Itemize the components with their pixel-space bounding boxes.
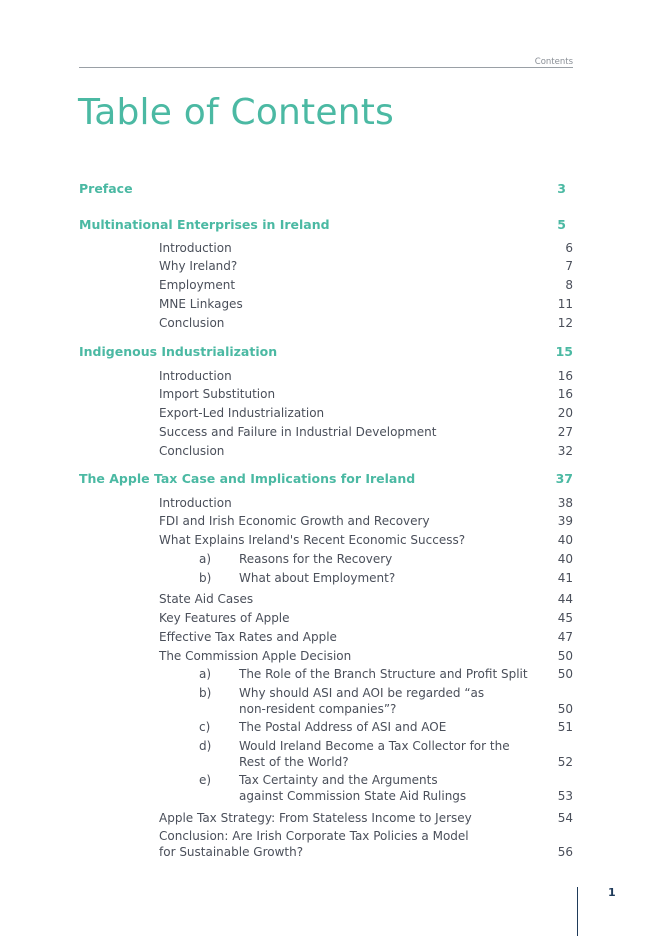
entry-page: 39	[557, 514, 573, 528]
entry-page: 40	[557, 533, 573, 547]
entry-page: 45	[557, 611, 573, 625]
toc-entry[interactable]	[79, 424, 573, 440]
toc-entry[interactable]	[79, 443, 573, 459]
toc-section-mne[interactable]	[79, 217, 573, 233]
toc-entry[interactable]	[79, 629, 573, 645]
subentry-label: d)	[199, 739, 212, 753]
toc-entry[interactable]	[79, 513, 573, 529]
entry-title: Employment	[159, 278, 236, 292]
entry-page: 11	[557, 297, 573, 311]
entry-title: Why Ireland?	[159, 259, 238, 273]
subentry-title: Reasons for the Recovery	[239, 552, 393, 566]
subentry-label: b)	[199, 571, 212, 585]
subentry-title: The Role of the Branch Structure and Profit Split	[239, 667, 528, 681]
toc-section-preface[interactable]	[79, 181, 573, 197]
toc-entry[interactable]	[79, 296, 573, 312]
entry-page: 54	[557, 811, 573, 825]
subentry-title: Why should ASI and AOI be regarded “as non-resident companies”?	[239, 686, 485, 716]
subentry-title: Tax Certainty and the Arguments against Commission State Aid Rulings	[239, 773, 467, 803]
header-divider	[79, 67, 573, 68]
subentry-page: 52	[557, 755, 573, 769]
toc-subentry[interactable]	[79, 570, 573, 586]
entry-page: 47	[557, 630, 573, 644]
toc-entry[interactable]	[79, 495, 573, 511]
entry-title: FDI and Irish Economic Growth and Recovery	[159, 514, 430, 528]
entry-title: Introduction	[159, 496, 232, 510]
entry-page: 16	[557, 369, 573, 383]
subentry-page: 50	[557, 702, 573, 716]
section-title: Indigenous Industrialization	[79, 344, 278, 359]
toc-subentry[interactable]	[79, 772, 573, 804]
subentry-label: b)	[199, 686, 212, 700]
toc-entry[interactable]	[79, 648, 573, 664]
subentry-page: 51	[557, 720, 573, 734]
entry-title: Introduction	[159, 241, 232, 255]
section-page: 5	[557, 217, 566, 232]
subentry-label: c)	[199, 720, 211, 734]
toc-section-indigenous[interactable]	[79, 344, 573, 360]
running-header: Contents	[534, 57, 573, 67]
entry-title: Effective Tax Rates and Apple	[159, 630, 337, 644]
entry-title: The Commission Apple Decision	[159, 649, 352, 663]
entry-page: 7	[565, 259, 573, 273]
entry-title: Export-Led Industrialization	[159, 406, 325, 420]
subentry-page: 50	[557, 667, 573, 681]
section-page: 37	[555, 471, 573, 486]
toc-section-apple-tax[interactable]	[79, 471, 573, 487]
toc-subentry[interactable]	[79, 666, 573, 682]
subentry-page: 41	[557, 571, 573, 585]
toc-entry[interactable]	[79, 610, 573, 626]
subentry-label: a)	[199, 552, 212, 566]
toc-entry[interactable]	[79, 810, 573, 826]
toc-entry[interactable]	[79, 258, 573, 274]
toc-subentry[interactable]	[79, 685, 573, 717]
footer-divider	[577, 887, 578, 936]
entry-page: 6	[565, 241, 573, 255]
entry-title: State Aid Cases	[159, 592, 254, 606]
subentry-title: The Postal Address of ASI and AOE	[239, 720, 447, 734]
entry-title: Key Features of Apple	[159, 611, 290, 625]
entry-title: Conclusion	[159, 444, 225, 458]
toc-entry[interactable]	[79, 240, 573, 256]
toc-subentry[interactable]	[79, 738, 573, 770]
entry-title: Apple Tax Strategy: From Stateless Income to Jersey	[159, 811, 472, 825]
toc-entry[interactable]	[79, 386, 573, 402]
subentry-page: 40	[557, 552, 573, 566]
entry-title: Conclusion: Are Irish Corporate Tax Policies a Model for Sustainable Growth?	[159, 829, 469, 859]
entry-page: 50	[557, 649, 573, 663]
entry-page: 56	[557, 845, 573, 859]
entry-title: What Explains Ireland's Recent Economic Success?	[159, 533, 466, 547]
entry-page: 8	[565, 278, 573, 292]
toc-entry[interactable]	[79, 277, 573, 293]
toc-entry[interactable]	[79, 368, 573, 384]
subentry-page: 53	[557, 789, 573, 803]
toc-subentry[interactable]	[79, 551, 573, 567]
toc-entry[interactable]	[79, 591, 573, 607]
entry-page: 44	[557, 592, 573, 606]
entry-title: Conclusion	[159, 316, 225, 330]
entry-title: Introduction	[159, 369, 232, 383]
subentry-title: Would Ireland Become a Tax Collector for the Rest of the World?	[239, 739, 510, 769]
entry-page: 12	[557, 316, 573, 330]
entry-page: 32	[557, 444, 573, 458]
toc-entry[interactable]	[79, 405, 573, 421]
subentry-title: What about Employment?	[239, 571, 396, 585]
section-page: 15	[555, 344, 573, 359]
entry-page: 16	[557, 387, 573, 401]
toc-entry[interactable]	[79, 532, 573, 548]
section-page: 3	[557, 181, 566, 196]
page-number: 1	[608, 886, 616, 899]
section-title: Multinational Enterprises in Ireland	[79, 217, 330, 232]
section-title: The Apple Tax Case and Implications for Ireland	[79, 471, 416, 486]
section-title: Preface	[79, 181, 133, 196]
entry-title: Success and Failure in Industrial Development	[159, 425, 437, 439]
subentry-label: a)	[199, 667, 212, 681]
entry-page: 38	[557, 496, 573, 510]
subentry-label: e)	[199, 773, 212, 787]
entry-title: Import Substitution	[159, 387, 276, 401]
toc-entry[interactable]	[79, 828, 573, 860]
toc-entry[interactable]	[79, 315, 573, 331]
entry-title: MNE Linkages	[159, 297, 243, 311]
entry-page: 27	[557, 425, 573, 439]
page-title: Table of Contents	[78, 92, 395, 133]
toc-subentry[interactable]	[79, 719, 573, 735]
entry-page: 20	[557, 406, 573, 420]
